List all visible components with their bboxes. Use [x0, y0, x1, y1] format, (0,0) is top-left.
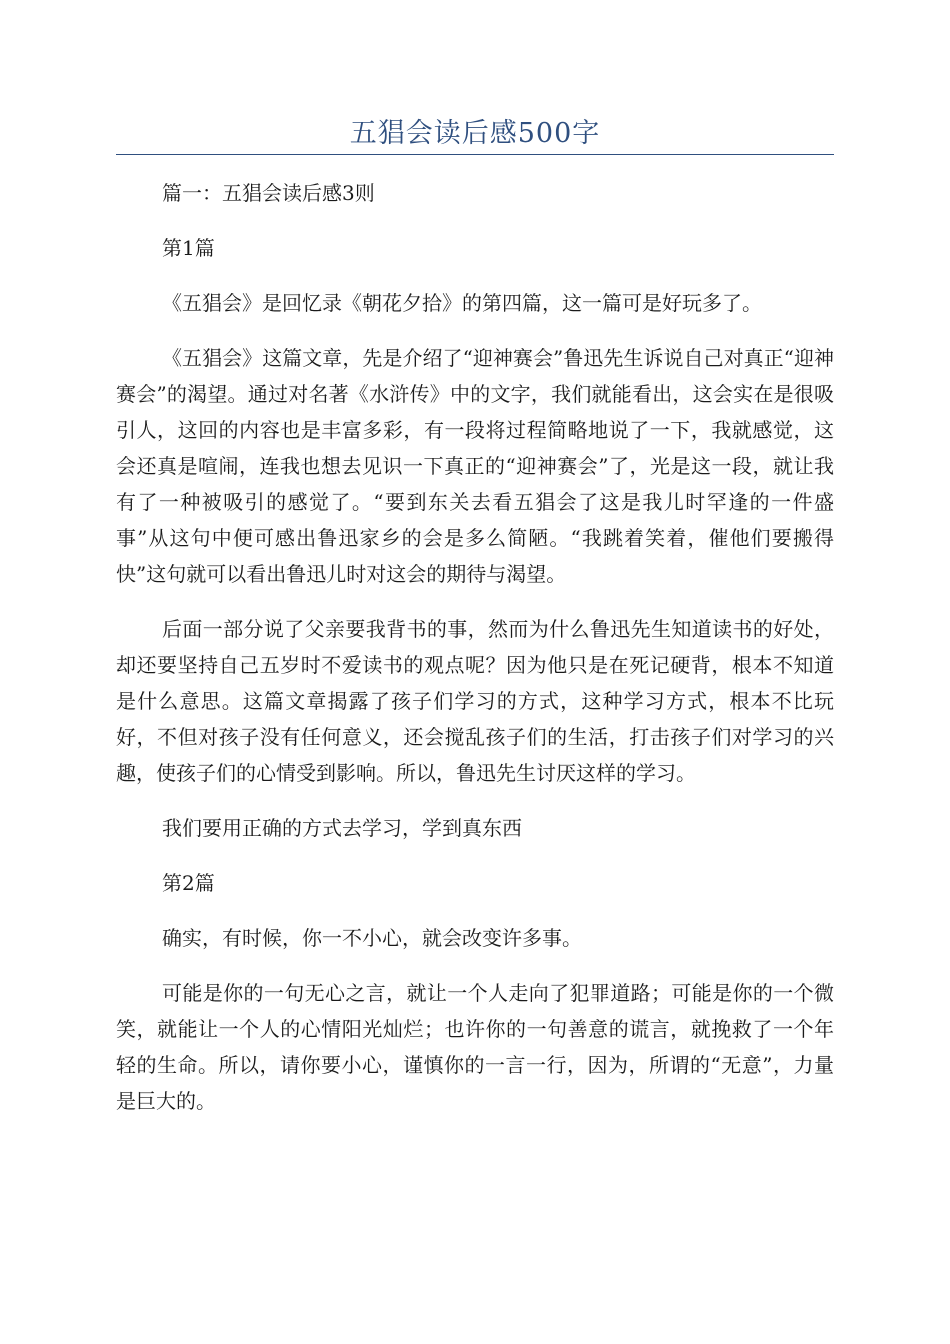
- document-body: [116, 175, 834, 1138]
- title-underline: [116, 154, 834, 155]
- paragraph: 我们要用正确的方式去学习，学到真东西: [162, 816, 522, 840]
- paragraph: 《五猖会》这篇文章，先是介绍了“迎神赛会”鲁迅先生诉说自己对真正“迎神赛会”的渴望。通过对名著《水浒传》中的文字，我们就能看出，这会实在是很吸引人，这回的内容也是丰富多彩，有一段将过程简略地说了一下，我就感觉，这会还真是喧闹，连我也想去见识一下真正的“迎神赛会”了，光是这一段，就让我有了一种被吸引的感觉了。“要到东关去看五猖会了这是我儿时罕逢的一件盛事”从这句中便可感出鲁迅家乡的会是多么简陋。“我跳着笑着，催他们要搬得快”这句就可以看出鲁迅儿时对这会的期待与渴望。: [116, 346, 834, 586]
- sub-heading: 第2篇: [162, 871, 215, 895]
- sub-heading: 第1篇: [162, 236, 215, 260]
- paragraph: 后面一部分说了父亲要我背书的事，然而为什么鲁迅先生知道读书的好处，却还要坚持自己五岁时不爱读书的观点呢？因为他只是在死记硬背，根本不知道是什么意思。这篇文章揭露了孩子们学习的方式，这种学习方式，根本不比玩好，不但对孩子没有任何意义，还会搅乱孩子们的生活，打击孩子们对学习的兴趣，使孩子们的心情受到影响。所以，鲁迅先生讨厌这样的学习。: [116, 617, 834, 785]
- paragraph: 《五猖会》是回忆录《朝花夕拾》的第四篇，这一篇可是好玩多了。: [162, 291, 762, 315]
- document-title: 五猖会读后感500字: [349, 118, 601, 149]
- paragraph: 确实，有时候，你一不小心，就会改变许多事。: [162, 926, 582, 950]
- section-heading: 篇一：五猖会读后感3则: [162, 181, 375, 205]
- paragraph: 可能是你的一句无心之言，就让一个人走向了犯罪道路；可能是你的一个微笑，就能让一个人的心情阳光灿烂；也许你的一句善意的谎言，就挽救了一个年轻的生命。所以，请你要小心，谨慎你的一言一行，因为，所谓的“无意”，力量是巨大的。: [116, 981, 834, 1113]
